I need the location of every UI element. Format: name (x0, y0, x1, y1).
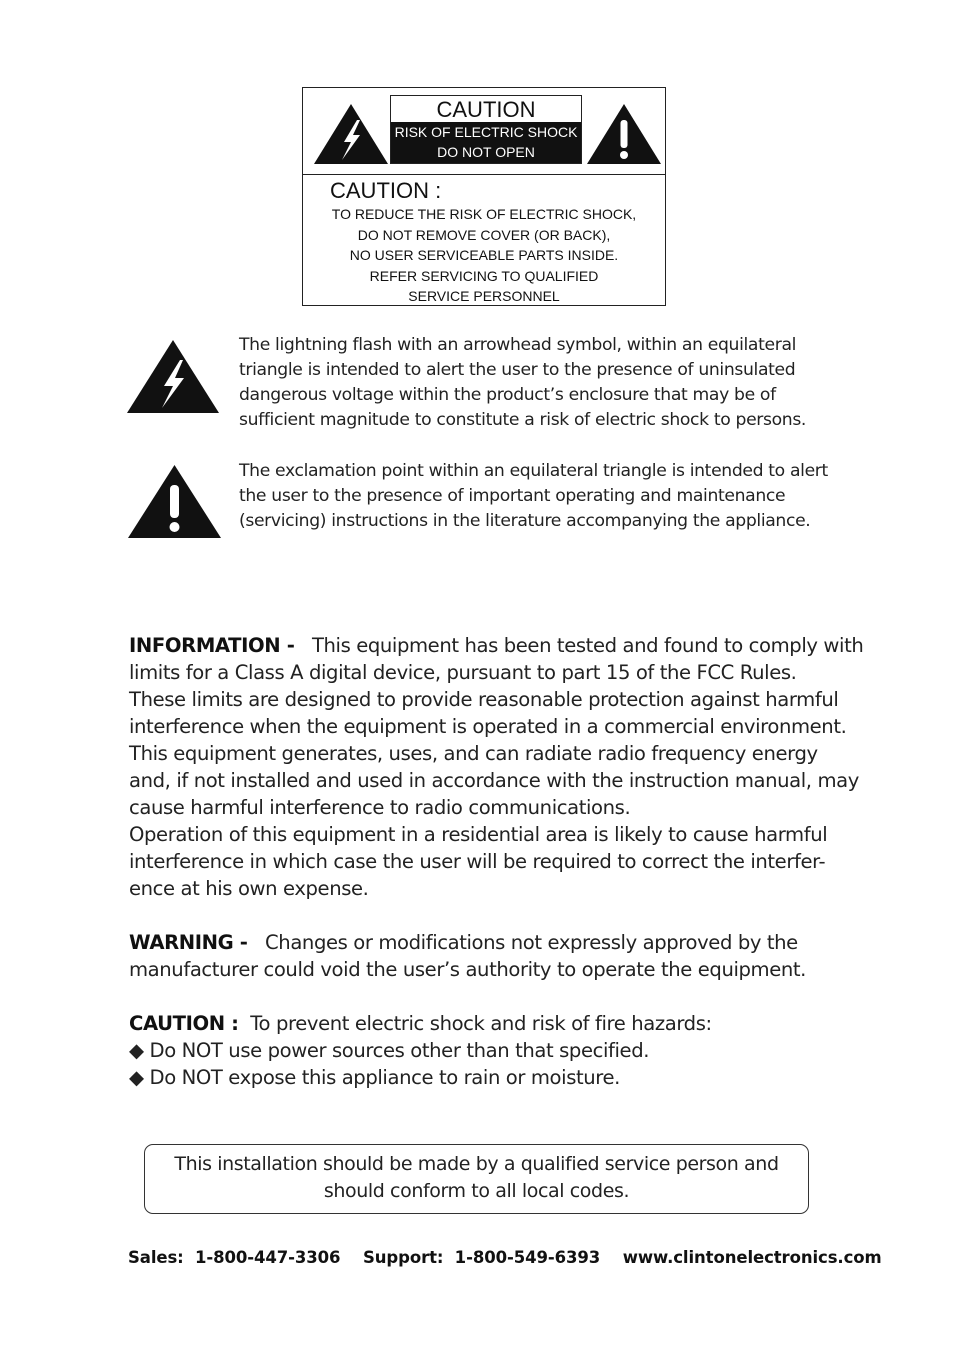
caution-label-warning (391, 122, 581, 163)
caution-bullet-text: Do NOT expose this appliance to rain or moisture. (149, 1066, 621, 1089)
caution-bullet (129, 1037, 869, 1064)
information-first-line (129, 632, 869, 659)
description-line: triangle is intended to alert the user to the presence of uninsulated (239, 360, 796, 380)
caution-label-instruction-line: NO USER SERVICEABLE PARTS INSIDE. (349, 247, 619, 263)
caution-bullet (129, 1064, 869, 1091)
warning-text: Changes or modifications not expressly approved by the (265, 931, 798, 954)
exclamation-warning-icon (127, 463, 222, 539)
installation-notice-line: should conform to all local codes. (323, 1180, 630, 1202)
support-phone: Support: 1-800-549-6393 (362, 1248, 601, 1267)
caution-first-line (129, 1010, 869, 1037)
information-line: and, if not installed and used in accordance with the instruction manual, may (129, 769, 859, 792)
installation-notice-line: This installation should be made by a qualified service person and (174, 1153, 779, 1175)
caution-label-warning-line: RISK OF ELECTRIC SHOCK (394, 124, 578, 140)
caution-label-warning-line: DO NOT OPEN (437, 144, 535, 160)
sales-phone: Sales: 1-800-447-3306 (128, 1248, 341, 1267)
installation-notice (144, 1144, 809, 1214)
exclamation-symbol-description (239, 459, 828, 534)
description-line: (servicing) instructions in the literature accompanying the appliance. (239, 511, 811, 531)
contact-footer (128, 1248, 882, 1267)
warning-first-line (129, 929, 869, 956)
description-line: dangerous voltage within the product’s enclosure that may be of (239, 385, 776, 405)
exclamation-warning-icon (585, 102, 663, 166)
caution-bullet-text: Do NOT use power sources other than that specified. (149, 1039, 650, 1062)
website-link[interactable]: www.clintonelectronics.com (622, 1248, 882, 1267)
description-line: the user to the presence of important operating and maintenance (239, 486, 786, 506)
lightning-warning-icon (312, 102, 390, 166)
information-heading: INFORMATION - (129, 634, 295, 657)
caution-label-instruction-line: SERVICE PERSONNEL (408, 288, 560, 304)
fcc-information-section (129, 632, 869, 902)
caution-section (129, 1010, 869, 1091)
caution-label-instruction-line: DO NOT REMOVE COVER (OR BACK), (357, 226, 611, 243)
caution-label-title: CAUTION (436, 97, 536, 122)
description-line: The lightning flash with an arrowhead symbol, within an equilateral (239, 335, 797, 355)
warning-line: manufacturer could void the user’s authority to operate the equipment. (129, 958, 807, 981)
information-line: This equipment generates, uses, and can radiate radio frequency energy (129, 742, 818, 765)
caution-label-instruction-line: REFER SERVICING TO QUALIFIED (369, 267, 599, 284)
caution-label-subtitle: CAUTION : (330, 178, 442, 203)
diamond-bullet-icon: ◆ (129, 1039, 144, 1062)
warning-heading: WARNING - (129, 931, 248, 954)
warning-section (129, 929, 869, 983)
description-line: sufficient magnitude to constitute a risk of electric shock to persons. (239, 410, 807, 430)
description-line: The exclamation point within an equilateral triangle is intended to alert (239, 461, 828, 481)
information-line: ence at his own expense. (129, 877, 369, 900)
caution-text: To prevent electric shock and risk of fire hazards: (250, 1012, 712, 1035)
information-line: These limits are designed to provide reasonable protection against harmful (129, 688, 839, 711)
caution-label-center (390, 95, 582, 164)
caution-label-instructions (303, 204, 665, 307)
caution-heading: CAUTION : (129, 1012, 239, 1035)
caution-label (302, 87, 666, 306)
information-line: cause harmful interference to radio communications. (129, 796, 631, 819)
lightning-symbol-description (239, 333, 806, 433)
lightning-warning-icon (126, 338, 220, 414)
information-line: interference when the equipment is operated in a commercial environment. (129, 715, 847, 738)
information-text: This equipment has been tested and found to comply with (311, 634, 864, 657)
caution-label-instruction-line: TO REDUCE THE RISK OF ELECTRIC SHOCK, (331, 206, 637, 222)
diamond-bullet-icon: ◆ (129, 1066, 144, 1089)
information-line: interference in which case the user will be required to correct the interfer- (129, 850, 826, 873)
caution-label-header (303, 88, 665, 175)
information-line: Operation of this equipment in a residential area is likely to cause harmful (129, 823, 828, 846)
information-line: limits for a Class A digital device, pursuant to part 15 of the FCC Rules. (129, 661, 797, 684)
